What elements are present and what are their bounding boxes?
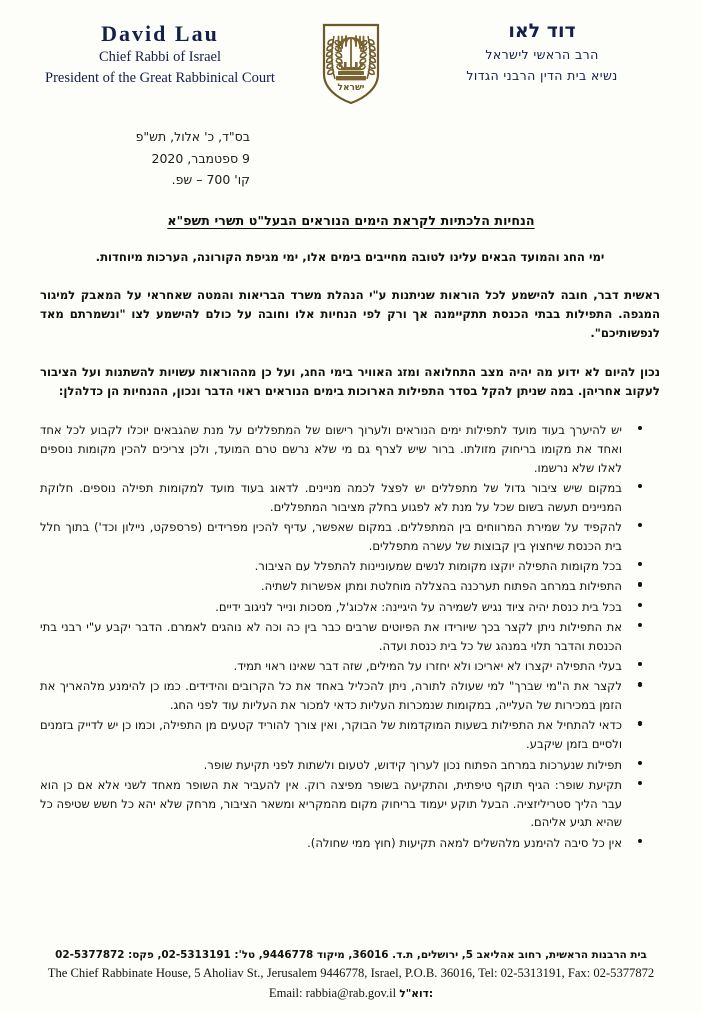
bullet-icon	[638, 562, 642, 566]
bullet-icon	[638, 721, 642, 725]
list-item	[40, 716, 646, 754]
list-item	[40, 657, 646, 676]
list-item	[40, 834, 646, 853]
email-label-hebrew: דוא"ל:	[399, 988, 434, 1001]
bullet-icon	[638, 839, 642, 843]
rabbi-title-hebrew-2: נשיא בית הדין הרבני הגדול	[466, 67, 618, 83]
bullet-icon	[638, 582, 642, 586]
list-item	[40, 776, 646, 832]
rabbi-name-english: David Lau	[101, 21, 219, 46]
emblem-container	[311, 18, 391, 106]
list-item	[40, 598, 646, 617]
intro-paragraph-1: ימי החג והמועד הבאים עלינו לטובה מחייבים בימים אלו, ימי מגיפת הקורונה, הערכות מיוחדות.	[95, 249, 605, 264]
footer-address-english: The Chief Rabbinate House, 5 Aholiav St., Jerusalem 9446778, Israel, P.O.B. 36016, Tel: 02-5313191, Fax: 02-5377872	[47, 966, 655, 981]
bullet-icon	[638, 603, 642, 607]
list-item	[40, 518, 646, 556]
list-item	[40, 756, 646, 775]
letterhead	[0, 0, 702, 108]
rabbi-title-english-1: Chief Rabbi of Israel	[98, 48, 221, 65]
guideline-text: אין כל סיבה להימנע מלהשלים למאה תקיעות (חוץ ממי שחולה).	[307, 835, 622, 850]
letterhead-english	[26, 18, 294, 88]
guideline-text: לקצר את ה"מי שברך" למי שעולה לתורה, ניתן להכליל באחד את כל הקרובים והידידים. כמו כן להימנע מלהאריך את הזמן במכירות של העלייה, במקומות שנמכרות העליות כדאי למכור את העליות עוד לפני החג.	[40, 679, 622, 713]
intro-paragraph-3: נכון להיום לא ידוע מה יהיה מצב התחלואה ומזג האוויר בימי החג, ועל כן מההוראות עשויות להשתנות ועל הציבור לעקוב אחריהן. במה שניתן להקל בסדר התפילות הארוכות בימים הנוראים ראוי הדבר ונכון, ההנחיות הן כדלהלן:	[40, 365, 660, 399]
email-label-english: Email:	[268, 986, 303, 1001]
gregorian-date: 9 ספטמבר, 2020	[151, 150, 250, 166]
guideline-text: את התפילות ניתן לקצר בכך שיורידו את הפיוטים שרבים כבר בין כה וכה לא נוהגים לאמרם. הדבר יקבע ע"י רבני בתי הכנסת והדבר תלוי במנהג של כל בית כנסת ועדה.	[40, 620, 622, 653]
footer-email-line	[18, 984, 684, 1003]
guideline-text: תקיעת שופר: הגיף תוקף טיפתית, והתקיעה בשופר מפיצה רוק. אין להעביר את השופר מאחד לשני אלא אם כן הוא עבר הליך סטריליזציה. הבעל תוקע יעמוד בריחוק מקום מהמקריא ומשאר הציבור, מרחק שלא יהא כל חשש שטיפה כל שהיא תגיע אליהם.	[40, 777, 622, 830]
bullet-icon	[638, 781, 642, 785]
date-block	[0, 126, 250, 191]
footer-address-hebrew: בית הרבנות הראשית, רחוב אהליאב 5, ירושלים, ת.ד. 36016, מיקוד 9446778, טל': 02-5313191, פקס: 02-5377872	[55, 948, 647, 961]
guideline-text: התפילות במרחב הפתוח תערכנה בהצללה מוחלטת ומתן אפשרות לשתיה.	[260, 579, 622, 594]
guideline-text: תפילות שנערכות במרחב הפתוח נכון לערוך קידוש, לטעום ולשתות לפני תקיעת שופר.	[203, 757, 622, 772]
letterhead-hebrew	[408, 18, 676, 85]
guideline-text: בעלי התפילה יקצרו לא יאריכו ולא יחזרו על המילים, שזה דבר שאינו ראוי תמיד.	[233, 659, 622, 674]
hebrew-date: בס"ד, כ' אלול, תש"פ	[135, 129, 250, 144]
list-item	[40, 479, 646, 517]
intro-paragraph-2: ראשית דבר, חובה להישמע לכל הוראות שניתנות ע"י הנהלת משרד הבריאות והמטה שאחראי על המאבק למיגור המגפה. התפילות בבתי הכנסת תתקיימנה אך ורק לפי הנחיות אלו וחובה על כולם להישמע לצו "ונשמרתם מאד לנפשותיכם".	[40, 288, 660, 341]
page-footer	[0, 948, 702, 1003]
guideline-text: במקום שיש ציבור גדול של מתפללים יש לפצל לכמה מניינים. לדאוג בעוד מועד למקומות תפילה נוספים. חלוקת המניינים תעשה בשום שכל על מנת לא לפגוע בחלק מציבור המתפללים.	[40, 481, 622, 514]
rabbi-title-hebrew-1: הרב הראשי לישראל	[485, 46, 599, 62]
guideline-text: כדאי להתחיל את התפילות בשעות המוקדמות של הבוקר, ואין צורך להוריד קטעים מן התפילה, וכמו כן יש לדייק בזמנים ולסיים בזמן שיקבע.	[40, 718, 622, 752]
bullet-icon	[638, 623, 642, 627]
svg-text:ישראל: ישראל	[337, 83, 365, 93]
guidelines-list	[40, 421, 660, 852]
list-item	[40, 557, 646, 576]
list-item	[40, 618, 646, 656]
list-item	[40, 677, 646, 715]
list-item	[40, 421, 646, 477]
guideline-text: בכל בית כנסת יהיה ציוד נגיש לשמירה על היגיינה: אלכוג'ל, מסכות ונייר לניגוב ידיים.	[215, 599, 622, 614]
email-address[interactable]: rabbia@rab.gov.il	[305, 986, 397, 1001]
bullet-icon	[638, 426, 642, 430]
document-body	[0, 248, 702, 853]
page-title: הנחיות הלכתיות לקראת הימים הנוראים הבעל"ט תשרי תשפ"א	[167, 212, 535, 228]
guideline-text: להקפיד על שמירת המרווחים בין המתפללים. במקום שאפשר, עדיף להכין מפרידים (פרספקט, ניילון וכד') בתוך חלל בית הכנסת שיחצוץ בין קבוצות של עשרה מתפללים.	[40, 520, 622, 553]
reference-number: קו' 700 – שפ.	[171, 172, 250, 187]
list-item	[40, 577, 646, 596]
rabbi-title-english-2: President of the Great Rabbinical Court	[45, 69, 275, 86]
bullet-icon	[638, 682, 642, 686]
bullet-icon	[638, 662, 642, 666]
guideline-text: בכל מקומות התפילה יוקצו מקומות לנשים שמעוניינות להתפלל עם הציבור.	[254, 559, 622, 574]
bullet-icon	[638, 523, 642, 527]
rabbi-name-hebrew: דוד לאו	[508, 20, 576, 42]
state-emblem-of-israel-icon	[320, 22, 382, 106]
bullet-icon	[638, 761, 642, 765]
guideline-text: יש להיערך בעוד מועד לתפילות ימים הנוראים ולערוך רישום של המתפללים על מנת שהגבאים יוכלו לקבוע לכל אחד ואחד את מקומו בריחוק מזולתו. ברור שיש לצרף גם מי שלא נרשם טרם המועד, ולכן צריכים להכין מקומות נוספים לאלו שלא נרשמו.	[40, 423, 622, 475]
bullet-icon	[638, 484, 642, 488]
